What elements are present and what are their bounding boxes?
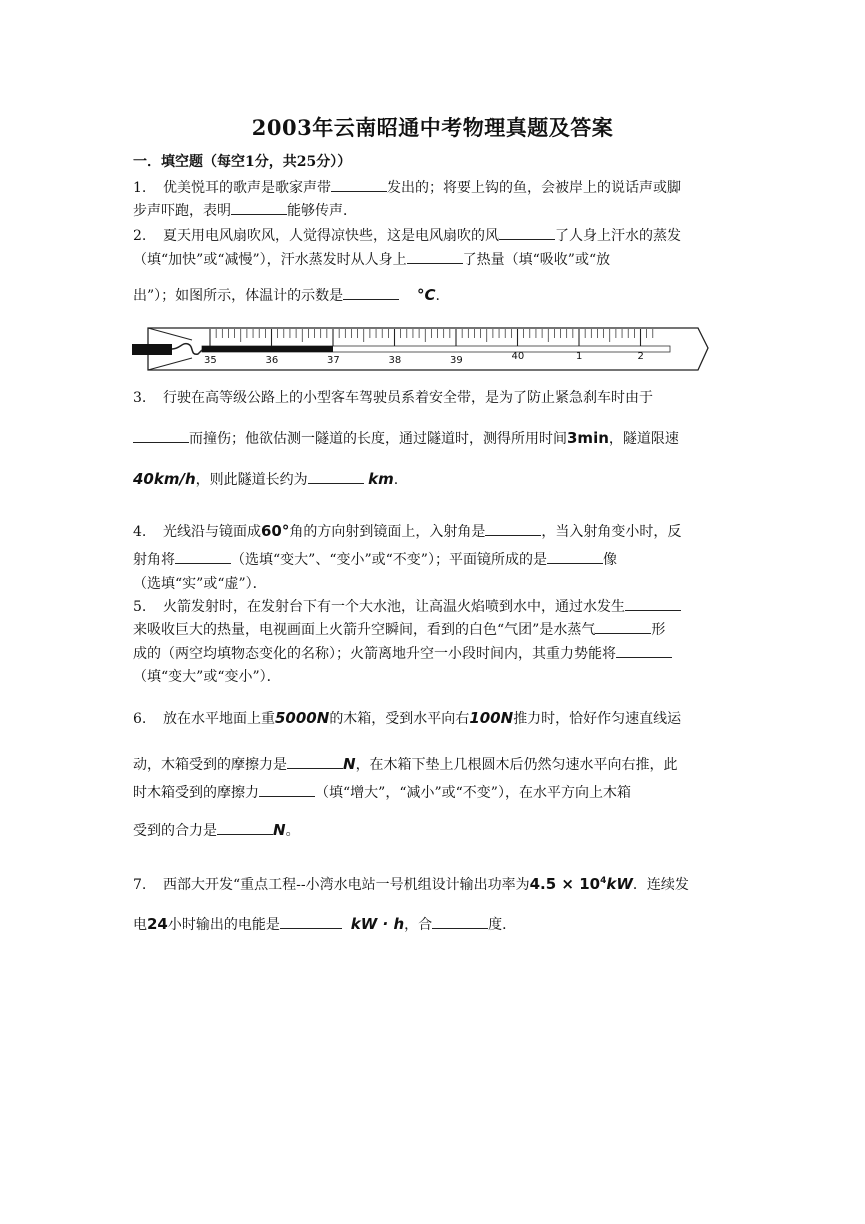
question-3-line-3: 40km/h，则此隧道长约为 km. <box>133 470 399 488</box>
question-4-line-3: （选填“实”或“虚”）． <box>133 576 267 592</box>
question-6-line-2: 动，木箱受到的摩擦力是 N，在木箱下垫上几根圆木后仍然匀速水平向右推，此 <box>133 755 678 773</box>
question-6-line-1: 6. 放在水平地面上重5000N的木箱，受到水平向右100N推力时，恰好作匀速直线运 <box>133 709 682 727</box>
mercury-column <box>202 346 333 352</box>
question-7-line-1: 7. 西部大开发“重点工程--小湾水电站一号机组设计输出功率为$4.5 \times 10^4kW$．连续发 <box>133 875 689 893</box>
weight-value: 5000N <box>275 709 330 727</box>
question-number: 7. <box>133 877 147 893</box>
answer-blank[interactable] <box>407 251 463 264</box>
answer-blank[interactable] <box>499 227 555 240</box>
page-title: 2003年云南昭通中考物理真题及答案 <box>251 115 614 140</box>
question-4-line-1: 4. 光线沿与镜面成60°角的方向射到镜面上，入射角是 ，当入射角变小时，反 <box>133 522 682 540</box>
question-5-line-4: （填“变大”或“变小”）． <box>133 669 281 685</box>
question-6-line-3: 时木箱受到的摩擦力 （填“增大”，“减小”或“不变”），在水平方向上木箱 <box>133 785 631 801</box>
question-4-line-2: 射角将 （选填“变大”、“变小”或“不变”）；平面镜所成的是 像 <box>133 552 617 568</box>
scale-label: 37 <box>327 355 340 366</box>
answer-blank[interactable] <box>595 621 651 634</box>
question-1-line-1: 1. 优美悦耳的歌声是歌家声带 发出的；将要上钩的鱼，会被岸上的说话声或脚 <box>133 180 681 196</box>
answer-blank[interactable] <box>625 598 681 611</box>
question-2-line-2: （填“加快”或“减慢”），汗水蒸发时从人身上 了热量（填“吸收”或“放 <box>133 252 611 268</box>
answer-blank[interactable] <box>133 430 189 443</box>
thermometer-scale <box>210 329 653 346</box>
scale-label: 2 <box>637 351 644 362</box>
question-2-line-3: 出”）；如图所示，体温计的示数是 °C. <box>133 286 440 304</box>
answer-blank[interactable] <box>331 179 387 192</box>
answer-blank[interactable] <box>432 916 488 929</box>
question-1-line-2: 步声吓跑，表明 能够传声． <box>133 203 357 219</box>
scale-label: 1 <box>576 351 583 362</box>
question-number: 3. <box>133 390 147 406</box>
hours-value: 24 <box>147 915 168 933</box>
answer-blank[interactable] <box>616 645 672 658</box>
answer-blank[interactable] <box>217 822 273 835</box>
scale-label: 39 <box>450 355 463 366</box>
time-value: 3min <box>567 429 609 447</box>
answer-blank[interactable] <box>547 551 603 564</box>
question-6-line-4: 受到的合力是 N。 <box>133 821 300 839</box>
unit-celsius: °C <box>416 286 436 304</box>
answer-blank[interactable] <box>175 551 231 564</box>
question-7-line-2: 电24小时输出的电能是 kW · h，合 度． <box>133 915 517 933</box>
question-number: 2. <box>133 228 147 244</box>
unit-newton: N <box>343 755 356 773</box>
scale-label: 36 <box>265 355 279 366</box>
scale-label: 40 <box>511 351 525 362</box>
question-number: 4. <box>133 524 147 540</box>
thermometer-body <box>132 328 708 370</box>
answer-blank[interactable] <box>231 202 287 215</box>
answer-blank[interactable] <box>308 471 364 484</box>
question-2-line-1: 2. 夏天用电风扇吹风，人觉得凉快些，这是电风扇吹的风 了人身上汗水的蒸发 <box>133 228 681 244</box>
question-number: 1. <box>133 180 147 196</box>
scale-label: 38 <box>388 355 402 366</box>
force-value: 100N <box>469 709 514 727</box>
thermometer-labels <box>204 351 644 366</box>
section-heading: 一．填空题（每空1分，共25分）） <box>133 154 352 170</box>
speed-value: 40km/h <box>133 470 196 488</box>
question-number: 6. <box>133 711 147 727</box>
unit-newton: N <box>273 821 286 839</box>
question-5-line-2: 来吸收巨大的热量，电视画面上火箭升空瞬间，看到的白色“气团”是水蒸气 形 <box>133 622 666 638</box>
thermometer-bulb <box>132 344 172 355</box>
answer-blank[interactable] <box>287 756 343 769</box>
answer-blank[interactable] <box>343 287 399 300</box>
angle-value: 60° <box>261 522 290 540</box>
power-value: $4.5 \times 10^4kW$ <box>529 875 633 893</box>
question-number: 5. <box>133 599 147 615</box>
question-3-line-1: 3. 行驶在高等级公路上的小型客车驾驶员系着安全带，是为了防止紧急刹车时由于 <box>133 390 653 406</box>
unit-km: km <box>368 470 394 488</box>
answer-blank[interactable] <box>280 916 342 929</box>
thermometer-figure <box>130 318 712 374</box>
question-3-line-2: 而撞伤；他欲估测一隧道的长度，通过隧道时，测得所用时间3min，隧道限速 <box>133 429 730 448</box>
scale-label: 35 <box>204 355 217 366</box>
answer-blank[interactable] <box>259 784 315 797</box>
answer-blank[interactable] <box>485 523 541 536</box>
unit-kwh: kW · h <box>350 915 405 933</box>
question-5-line-1: 5. 火箭发射时，在发射台下有一个大水池，让高温火焰喷到水中，通过水发生 <box>133 598 730 616</box>
question-5-line-3: 成的（两空均填物态变化的名称）；火箭离地升空一小段时间内，其重力势能将 <box>133 645 730 663</box>
